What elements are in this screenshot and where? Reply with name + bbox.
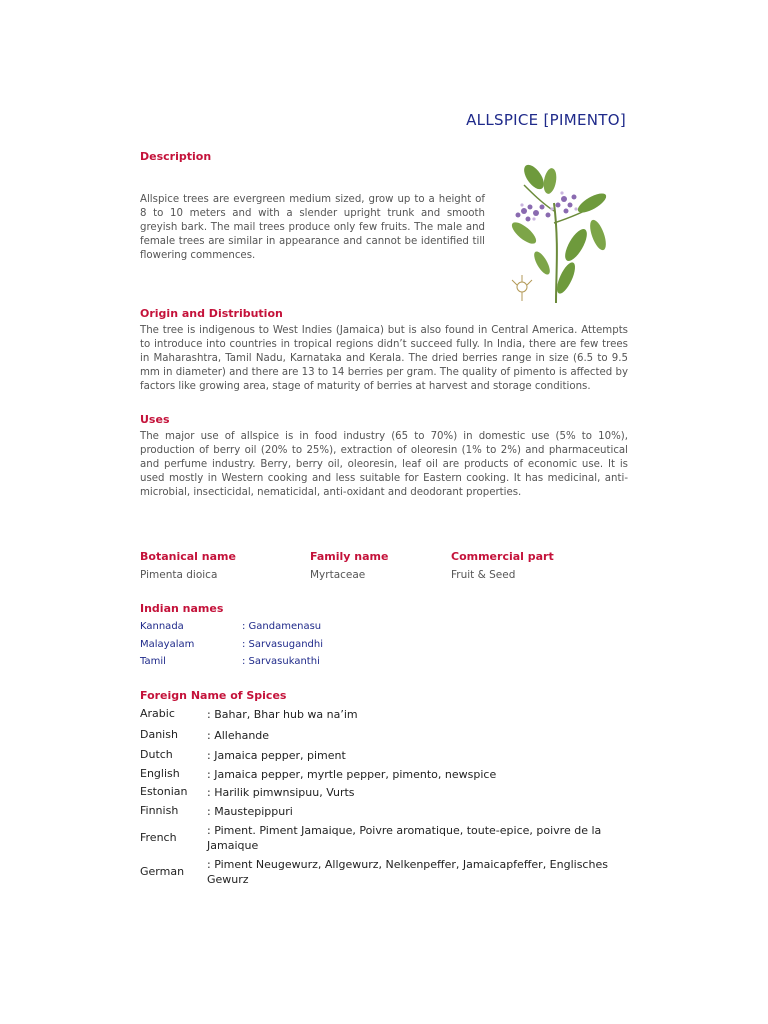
language-label: Dutch <box>140 748 173 761</box>
origin-heading: Origin and Distribution <box>140 307 283 320</box>
language-label: Arabic <box>140 707 175 720</box>
family-name-label: Family name <box>310 550 389 563</box>
commercial-part-label: Commercial part <box>451 550 554 563</box>
spice-name: : Bahar, Bhar hub wa na’im <box>207 708 358 721</box>
spice-name: : Maustepippuri <box>207 805 293 818</box>
language-label: Malayalam <box>140 639 195 650</box>
description-heading: Description <box>140 150 212 163</box>
language-label: Tamil <box>140 656 166 667</box>
language-label: English <box>140 767 180 780</box>
language-label: French <box>140 831 177 844</box>
spice-name: : Jamaica pepper, myrtle pepper, pimento, newspice <box>207 768 497 781</box>
uses-text: The major use of allspice is in food industry (65 to 70%) in domestic use (5% to 10%), production of berry oil (20% to 25%), extraction of oleoresin (1% to 2%) and pharmaceutical and perfume industry. Berry, berry oil, oleoresin, leaf oil are products of economic use. It is used mostly in Western cooking and less suitable for Eastern cooking. It has medicinal, anti-microbial, insecticidal, nematicidal, anti-oxidant and deodorant properties. <box>140 431 628 499</box>
language-label: German <box>140 865 185 878</box>
spice-name: : Piment. Piment Jamaique, Poivre aromatique, toute-epice, poivre de la Jamaique <box>207 824 602 852</box>
spice-name: : Allehande <box>207 729 270 742</box>
spice-name: : Sarvasukanthi <box>242 656 320 667</box>
indian-names-heading: Indian names <box>140 602 224 615</box>
uses-heading: Uses <box>140 413 170 426</box>
language-label: Estonian <box>140 785 188 798</box>
family-name-value: Myrtaceae <box>310 569 366 581</box>
allspice-plant-illustration <box>504 163 612 305</box>
page-title: ALLSPICE [PIMENTO] <box>466 111 626 129</box>
spice-name: : Harilik pimwnsipuu, Vurts <box>207 786 355 799</box>
language-label: Kannada <box>140 621 184 632</box>
foreign-names-heading: Foreign Name of Spices <box>140 689 287 702</box>
language-label: Danish <box>140 728 178 741</box>
origin-text: The tree is indigenous to West Indies (Jamaica) but is also found in Central America. Attempts to introduce into countries in tropical regions didn’t succeed fully. In India, there are few trees in Maharashtra, Tamil Nadu, Karnataka and Kerala. The dried berries range in size (6.5 to 9.5 mm in diameter) and there are 13 to 14 berries per gram. The quality of pimento is affected by factors like growing area, stage of maturity of berries at harvest and storage conditions. <box>140 325 628 393</box>
botanical-name-label: Botanical name <box>140 550 236 563</box>
botanical-name-value: Pimenta dioica <box>140 569 218 581</box>
spice-name: : Piment Neugewurz, Allgewurz, Nelkenpeffer, Jamaicapfeffer, Englisches Gewurz <box>207 858 608 886</box>
commercial-part-value: Fruit & Seed <box>451 569 516 581</box>
spice-name: : Sarvasugandhi <box>242 639 324 650</box>
description-text: Allspice trees are evergreen medium sized, grow up to a height of 8 to 10 meters and with a slender upright trunk and smooth greyish bark. The mail trees produce only few fruits. The male and female trees are similar in appearance and cannot be identified till flowering commences. <box>140 194 485 262</box>
spice-name: : Gandamenasu <box>242 621 322 632</box>
language-label: Finnish <box>140 804 179 817</box>
spice-name: : Jamaica pepper, piment <box>207 749 346 762</box>
